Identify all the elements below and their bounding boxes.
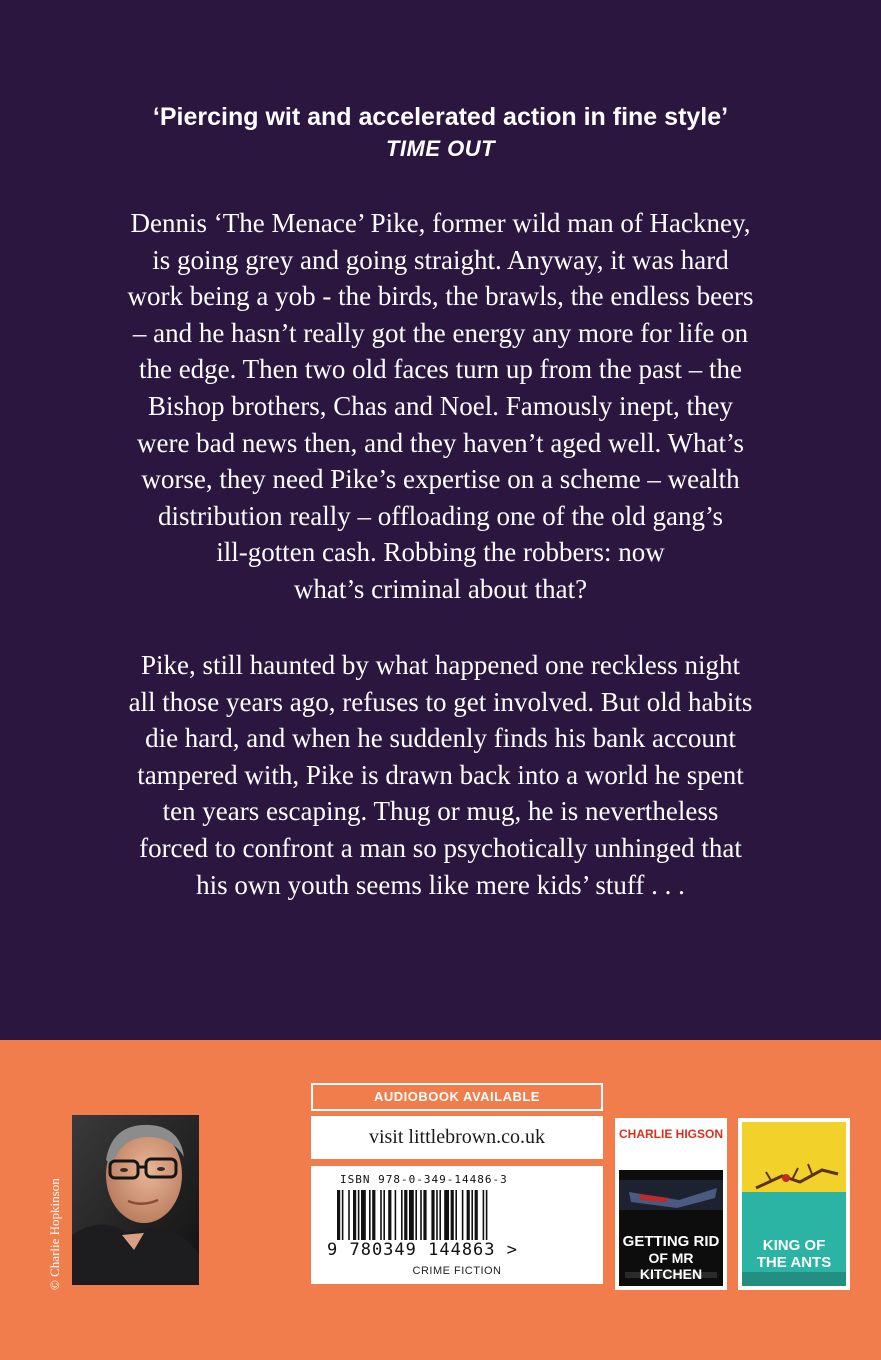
barcode-bar [455,1190,457,1242]
book-title-line: GETTING RID [622,1233,720,1250]
book-cover-getting-rid-of-mr-kitchen[interactable] [615,1118,727,1290]
blurb-line: distribution really – offloading one of the old gang’s [158,500,723,531]
author-photo [72,1115,199,1285]
barcode-bar [372,1190,375,1242]
blurb-line: work being a yob - the birds, the brawls, the endless beers [127,281,754,312]
barcode-bar [471,1190,473,1242]
barcode-bar [462,1190,464,1242]
barcode-bar [348,1190,350,1242]
blurb-line: is going grey and going straight. Anyway, it was hard [152,244,729,275]
barcode-bar [415,1190,417,1242]
book-cover-art [742,1122,846,1286]
blurb-paragraph-1 [60,205,821,608]
barcode-bar [436,1190,438,1242]
barcode-bar [395,1190,397,1242]
blurb-line: worse, they need Pike’s expertise on a scheme – wealth [141,464,740,495]
book-title-line: OF MR KITCHEN [639,1250,703,1282]
blurb-line: Pike, still haunted by what happened one reckless night [140,650,741,680]
blurb-line: what’s criminal about that? [293,573,588,604]
barcode-bar [361,1190,366,1242]
blurb-line: Dennis ‘The Menace’ Pike, former wild man of Hackney, [130,208,751,238]
blurb-line: all those years ago, refuses to get involved. But old habits [128,686,753,717]
barcode-bar [380,1190,382,1242]
blurb-line: – and he hasn’t really got the energy any more for life on [132,317,749,348]
barcode-bar [358,1190,360,1242]
barcode-box [311,1166,603,1284]
blurb-line: ill-gotten cash. Robbing the robbers: now [216,537,665,568]
barcode-bar [388,1190,391,1242]
barcode-bar [409,1190,414,1242]
barcode-bar [451,1190,454,1242]
barcode-bar [353,1190,356,1242]
isbn-text: ISBN 978-0-349-14486-3 [340,1173,508,1186]
book-author: CHARLIE HIGSON [619,1127,723,1141]
quote-text: ‘Piercing wit and accelerated action in fine style’ [152,103,729,131]
barcode-bar [369,1190,371,1242]
blurb-line: his own youth seems like mere kids’ stuff . . . [196,869,685,900]
barcode-bar [467,1190,470,1242]
website-link[interactable]: visit littlebrown.co.uk [311,1116,603,1159]
book-title-line: KING OF [762,1237,826,1254]
barcode-bar [475,1190,478,1242]
blurb-line: the edge. Then two old faces turn up from the past – the [138,354,743,385]
barcode-bar [444,1190,449,1242]
photo-credit: © Charlie Hopkinson [47,1178,62,1290]
barcode-bar [383,1190,385,1242]
blurb-line: were bad news then, and they haven’t aged well. What’s [136,427,745,458]
barcode-bar [439,1190,441,1242]
barcode-bar [404,1190,407,1242]
barcode-bar [431,1190,434,1242]
blurb-line: forced to confront a man so psychotically unhinged that [139,832,742,863]
blurb-line: Bishop brothers, Chas and Noel. Famously inept, they [148,390,733,421]
book-title-line: THE ANTS [756,1254,832,1271]
barcode-bar [483,1190,485,1242]
review-quote [0,100,881,164]
genre-label: CRIME FICTION [412,1265,502,1277]
quote-source: TIME OUT [385,136,496,161]
barcode-digits: 9 780349 144863 > [327,1240,518,1260]
barcode-bar [401,1190,403,1242]
blurb-line: ten years escaping. Thug or mug, he is nevertheless [162,796,719,827]
blurb-line: tampered with, Pike is drawn back into a world he spent [137,759,744,790]
barcode-bar [423,1190,426,1242]
author-photo-icon [72,1115,199,1285]
book-cover-king-of-the-ants[interactable] [738,1118,850,1290]
barcode-bar [420,1190,422,1242]
book-cover-art [619,1122,723,1286]
blurb-paragraph-2 [60,647,821,903]
blurb-line: die hard, and when he suddenly finds his bank account [145,723,736,754]
audiobook-badge: AUDIOBOOK AVAILABLE [311,1083,603,1111]
